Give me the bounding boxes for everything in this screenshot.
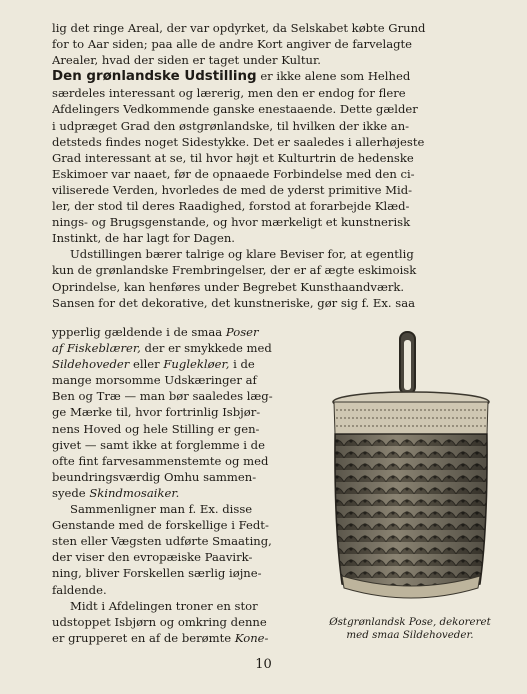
text-line: sten eller Vægsten udførte Smaating, <box>52 534 272 549</box>
text-line: for to Aar siden; paa alle de andre Kort angiver de farvelagte <box>52 37 413 52</box>
italic-term: Poser <box>225 325 259 339</box>
text-line: særdeles interessant og lærerig, men den er endog for flere <box>52 86 406 101</box>
text-line: af Fiskeblærer, der er smykkede med <box>52 341 272 356</box>
text-line: Grad interessant at se, til hvor højt et Kulturtrin de hedenske <box>52 150 414 165</box>
text-line: detsteds findes noget Sidestykke. Det er saaledes i allerhøjeste <box>52 134 425 149</box>
text-line: Arealer, hvad der siden er taget under Kultur. <box>52 53 321 68</box>
text-line: Afdelingers Vedkommende ganske enestaaende. Dette gælder <box>52 102 418 117</box>
caption-line: med smaa Sildehoveder. <box>346 629 474 642</box>
heading-line <box>52 68 493 85</box>
text-line: Oprindelse, kan henføres under Begrebet Kunsthaandværk. <box>52 279 405 294</box>
text-line: Midt i Afdelingen troner en stor <box>70 598 258 613</box>
text-line: viliserede Verden, hvorledes de med de yderst primitive Mid- <box>52 182 413 197</box>
text-line: ning, bliver Forskellen særlig iøjne- <box>52 566 262 581</box>
text-line: Ben og Træ — man bør saaledes læg- <box>52 389 273 404</box>
italic-term: Kone- <box>234 630 269 645</box>
text-line: Eskimoer var naaet, før de opnaaede Forbindelse med den ci- <box>52 166 415 181</box>
italic-term: Fuglekløer, <box>163 357 230 372</box>
text-line: udstoppet Isbjørn og omkring denne <box>52 614 267 629</box>
pouch-drawing <box>330 326 492 616</box>
text-line: syede Skindmosaiker. <box>52 485 180 500</box>
text-line: ler, der stod til deres Raadighed, forstod at forarbejde Klæd- <box>52 199 410 214</box>
text-line: beundringsværdig Omhu sammen- <box>52 469 257 484</box>
pouch-illustration <box>330 326 492 616</box>
text-line: Genstande med de forskellige i Fedt- <box>52 518 269 533</box>
text-line: lig det ringe Areal, der var opdyrket, da Selskabet købte Grund <box>52 21 426 35</box>
section-heading: Den grønlandske Udstilling <box>52 69 257 85</box>
caption-line: Østgrønlandsk Pose, dekoreret <box>329 616 491 628</box>
text-line: Sammenligner man f. Ex. disse <box>70 502 253 517</box>
text-line: kun de grønlandske Frembringelser, der er af ægte eskimoisk <box>52 263 417 278</box>
text-line: nings- og Brugsgenstande, og hvor mærkeligt et kunstnerisk <box>52 215 411 230</box>
text-line: ypperlig gældende i de smaa Poser <box>52 325 259 339</box>
text-line: faldende. <box>52 582 107 597</box>
text-line: ge Mærke til, hvor fortrinlig Isbjør- <box>52 405 261 420</box>
text-line: er grupperet en af de berømte Kone- <box>52 630 269 645</box>
italic-term: af Fiskeblærer, <box>52 341 141 356</box>
text-line: der viser den evropæiske Paavirk- <box>52 550 253 565</box>
full-width-text <box>52 20 493 311</box>
text-line: i udpræget Grad den østgrønlandske, til hvilken der ikke an- <box>52 118 410 133</box>
text-line: Instinkt, de har lagt for Dagen. <box>52 231 235 246</box>
text-line: mange morsomme Udskæringer af <box>52 373 257 388</box>
page-number: 10 <box>255 657 272 672</box>
heading-continuation: er ikke alene som Helhed <box>256 69 411 84</box>
italic-term: Skindmosaiker. <box>89 485 180 500</box>
text-line: Sildehoveder eller Fuglekløer, i de <box>52 357 255 372</box>
figure-caption <box>322 616 498 643</box>
left-column-text <box>52 324 314 646</box>
italic-term: Sildehoveder <box>52 357 130 372</box>
text-line: givet — samt ikke at forglemme i de <box>52 437 265 452</box>
text-line: Udstillingen bærer talrige og klare Beviser for, at egentlig <box>70 247 414 262</box>
text-line: Sansen for det dekorative, det kunstneriske, gør sig f. Ex. saa <box>52 295 416 310</box>
text-line: ofte fint farvesammenstemte og med <box>52 453 269 468</box>
text-line: nens Hoved og hele Stilling er gen- <box>52 421 260 436</box>
